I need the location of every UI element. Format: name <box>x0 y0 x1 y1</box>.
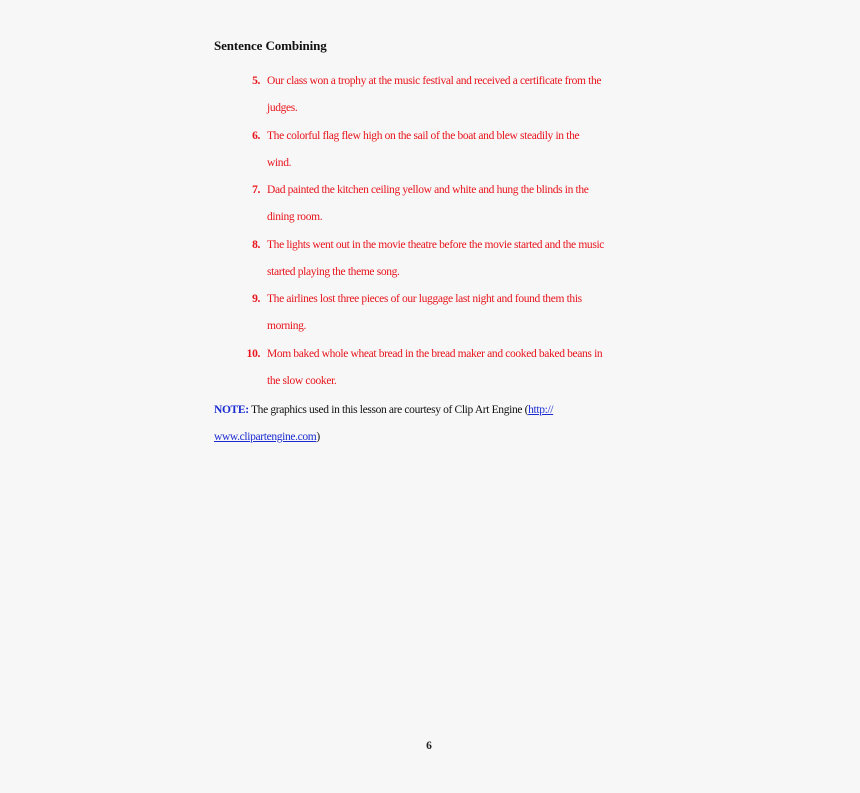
item-text-line: judges. <box>267 102 298 114</box>
item-text-line: The colorful flag flew high on the sail of the boat and blew steadily in the <box>267 129 580 142</box>
item-text-line: dining room. <box>267 211 323 224</box>
clipart-link-continued[interactable]: www.clipartengine.com <box>214 431 317 443</box>
item-text-line: Mom baked whole wheat bread in the bread maker and cooked baked beans in <box>267 347 603 360</box>
list-item <box>0 181 860 236</box>
item-text-line: The airlines lost three pieces of our luggage last night and found them this <box>267 293 582 306</box>
page-number: 6 <box>426 740 432 752</box>
item-text-line: The lights went out in the movie theatre before the movie started and the music <box>267 238 605 251</box>
item-text-line: Dad painted the kitchen ceiling yellow and white and hung the blinds in the <box>267 184 589 197</box>
list-item <box>0 127 860 182</box>
item-number: 6. <box>252 129 260 142</box>
list-item <box>0 236 860 291</box>
list-item <box>0 290 860 345</box>
item-number: 7. <box>252 184 260 197</box>
item-text-line: the slow cooker. <box>267 374 337 387</box>
note-label: NOTE: <box>214 404 249 416</box>
item-text-line: started playing the theme song. <box>267 265 400 278</box>
item-number: 10. <box>246 347 260 360</box>
note-line-continued <box>214 428 320 446</box>
item-number: 5. <box>252 75 260 87</box>
item-text-line: wind. <box>267 156 292 169</box>
item-text-line: Our class won a trophy at the music festival and received a certificate from the <box>267 75 602 87</box>
section-heading: Sentence Combining <box>214 38 327 53</box>
note-text: The graphics used in this lesson are courtesy of Clip Art Engine ( <box>248 404 529 416</box>
item-number: 8. <box>252 238 260 251</box>
note-line <box>214 401 553 419</box>
clipart-link[interactable]: http:// <box>528 404 554 416</box>
list-item <box>0 72 860 127</box>
item-text-line: morning. <box>267 320 307 333</box>
list-item <box>0 345 860 400</box>
note-close-paren: ) <box>316 431 320 443</box>
sentence-list <box>0 72 860 400</box>
item-number: 9. <box>252 293 260 306</box>
